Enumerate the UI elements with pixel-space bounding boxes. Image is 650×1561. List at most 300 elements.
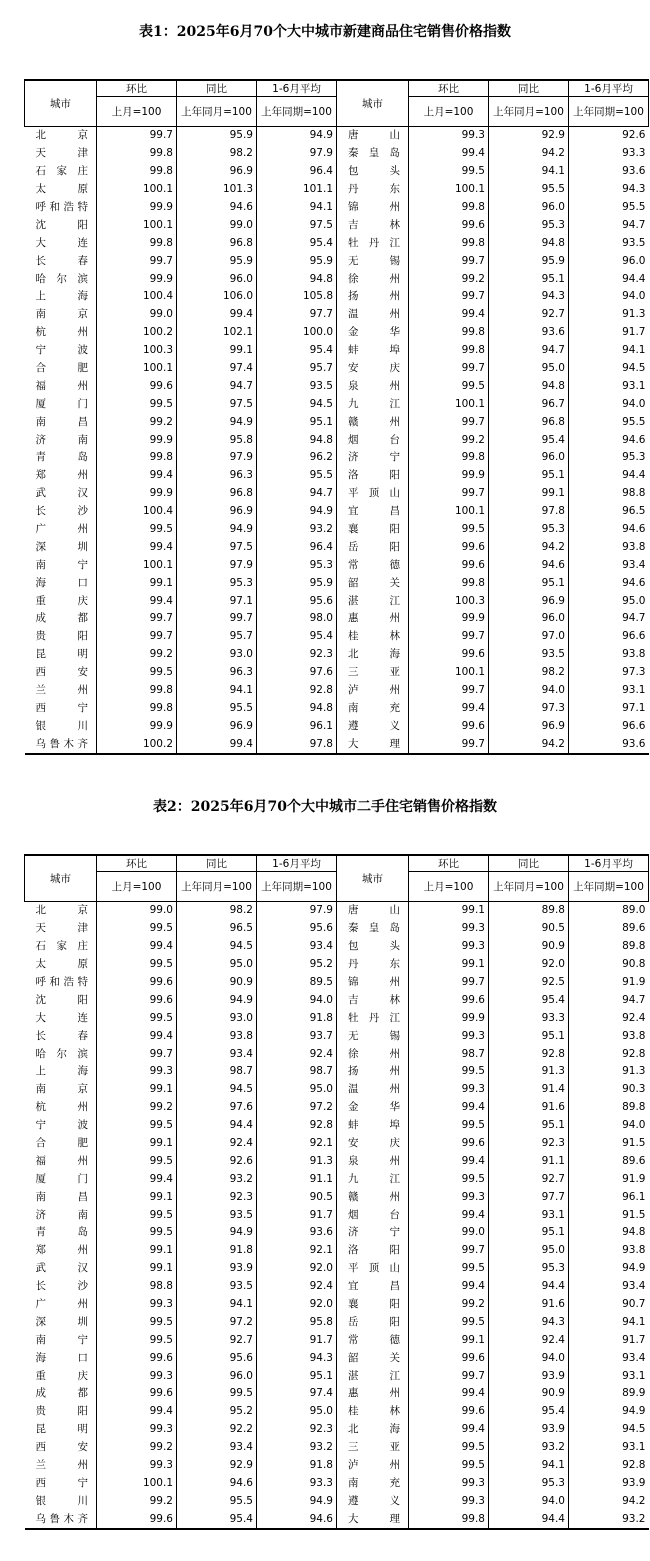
city-name: 呼和浩特 <box>25 974 97 992</box>
city-name: 长沙 <box>25 1278 97 1296</box>
yoy-value: 99.4 <box>177 735 257 754</box>
city-name: 北京 <box>25 902 97 920</box>
mom-value: 99.4 <box>409 306 489 324</box>
mom-value: 99.4 <box>97 1170 177 1188</box>
mom-value: 99.5 <box>97 1152 177 1170</box>
mom-value: 99.7 <box>409 974 489 992</box>
city-name: 济南 <box>25 1206 97 1224</box>
avg-value: 94.9 <box>622 1262 646 1275</box>
yoy-value: 95.0 <box>489 360 569 378</box>
avg-value: 97.7 <box>309 308 333 321</box>
city-name: 宜昌 <box>337 503 409 521</box>
avg-value: 97.2 <box>309 1101 333 1114</box>
yoy-base-header: 上年同月=100 <box>489 97 569 127</box>
yoy-value: 94.0 <box>489 682 569 700</box>
mom-value: 99.5 <box>409 1457 489 1475</box>
avg-value: 93.4 <box>622 1351 646 1364</box>
table-row <box>25 485 649 503</box>
mom-value: 99.8 <box>409 574 489 592</box>
table-row <box>25 199 649 217</box>
city-name: 岳阳 <box>337 538 409 556</box>
city-name: 上海 <box>25 1063 97 1081</box>
mom-value: 100.2 <box>97 735 177 754</box>
mom-header: 环比 <box>409 855 489 872</box>
city-name: 长春 <box>25 1027 97 1045</box>
avg-value: 95.8 <box>309 1315 333 1328</box>
yoy-value: 91.4 <box>489 1081 569 1099</box>
mom-value: 99.3 <box>97 1367 177 1385</box>
yoy-value: 93.5 <box>489 646 569 664</box>
city-name: 唐山 <box>337 902 409 920</box>
city-name: 哈尔滨 <box>25 1045 97 1063</box>
yoy-value: 94.3 <box>489 288 569 306</box>
table-row <box>25 1313 649 1331</box>
city-name: 济南 <box>25 431 97 449</box>
avg-value: 98.7 <box>309 1065 333 1078</box>
yoy-value: 94.8 <box>489 377 569 395</box>
table2 <box>24 854 649 1530</box>
yoy-value: 95.0 <box>489 1242 569 1260</box>
mom-value: 99.7 <box>97 252 177 270</box>
city-name: 锦州 <box>337 199 409 217</box>
city-name: 乌鲁木齐 <box>25 1510 97 1529</box>
yoy-header: 同比 <box>489 80 569 97</box>
table-row <box>25 413 649 431</box>
avg-value: 93.1 <box>622 1441 646 1454</box>
mom-value: 99.6 <box>409 556 489 574</box>
yoy-value: 94.7 <box>177 377 257 395</box>
yoy-value: 94.1 <box>177 1296 257 1314</box>
avg-value: 95.3 <box>622 451 646 464</box>
yoy-header: 同比 <box>177 80 257 97</box>
table1 <box>24 79 649 755</box>
city-name: 重庆 <box>25 1367 97 1385</box>
avg-value: 91.9 <box>622 1172 646 1185</box>
avg-value: 95.6 <box>309 922 333 935</box>
yoy-value: 95.1 <box>489 1027 569 1045</box>
yoy-value: 91.6 <box>489 1099 569 1117</box>
city-header: 城市 <box>337 80 409 127</box>
city-name: 宁波 <box>25 1117 97 1135</box>
city-name: 沈阳 <box>25 991 97 1009</box>
city-name: 北海 <box>337 1421 409 1439</box>
city-name: 大理 <box>337 1510 409 1529</box>
mom-value: 99.3 <box>409 920 489 938</box>
avg-value: 97.6 <box>309 666 333 679</box>
yoy-value: 96.5 <box>177 920 257 938</box>
mom-value: 98.7 <box>409 1045 489 1063</box>
yoy-value: 94.7 <box>489 342 569 360</box>
city-name: 安庆 <box>337 1135 409 1153</box>
avg-value: 96.4 <box>309 540 333 553</box>
mom-value: 99.6 <box>409 538 489 556</box>
mom-value: 99.5 <box>409 1260 489 1278</box>
yoy-value: 92.9 <box>489 127 569 145</box>
avg-value: 93.1 <box>622 1369 646 1382</box>
avg-value: 93.8 <box>622 648 646 661</box>
table-row <box>25 395 649 413</box>
yoy-value: 90.9 <box>177 974 257 992</box>
mom-value: 99.9 <box>409 1009 489 1027</box>
avg-value: 92.4 <box>309 1280 333 1293</box>
city-name: 南充 <box>337 700 409 718</box>
city-name: 泸州 <box>337 1457 409 1475</box>
yoy-value: 97.7 <box>489 1188 569 1206</box>
mom-value: 99.9 <box>97 199 177 217</box>
avg-value: 95.6 <box>309 594 333 607</box>
yoy-value: 94.4 <box>177 1117 257 1135</box>
mom-header: 环比 <box>409 80 489 97</box>
mom-value: 99.7 <box>409 682 489 700</box>
yoy-value: 94.4 <box>489 1510 569 1529</box>
avg-value: 95.1 <box>309 1369 333 1382</box>
yoy-value: 95.0 <box>177 956 257 974</box>
avg-value: 91.7 <box>622 1333 646 1346</box>
table-row <box>25 574 649 592</box>
yoy-value: 95.9 <box>489 252 569 270</box>
table-row <box>25 664 649 682</box>
mom-value: 99.1 <box>409 1331 489 1349</box>
mom-value: 99.5 <box>97 956 177 974</box>
table-row <box>25 252 649 270</box>
table-row <box>25 1331 649 1349</box>
mom-value: 99.7 <box>409 1367 489 1385</box>
avg-value: 93.1 <box>622 684 646 697</box>
avg-value: 93.8 <box>622 1244 646 1257</box>
table-row <box>25 1009 649 1027</box>
city-name: 扬州 <box>337 288 409 306</box>
city-name: 丹东 <box>337 956 409 974</box>
mom-value: 99.8 <box>97 682 177 700</box>
city-name: 泉州 <box>337 377 409 395</box>
city-name: 桂林 <box>337 628 409 646</box>
city-name: 包头 <box>337 163 409 181</box>
city-name: 平顶山 <box>337 485 409 503</box>
yoy-value: 94.6 <box>177 1475 257 1493</box>
yoy-value: 93.8 <box>177 1027 257 1045</box>
table-row <box>25 1475 649 1493</box>
mom-value: 99.6 <box>409 1135 489 1153</box>
avg-value: 96.6 <box>622 719 646 732</box>
avg-value: 94.9 <box>309 1494 333 1507</box>
city-name: 无锡 <box>337 252 409 270</box>
city-name: 惠州 <box>337 1385 409 1403</box>
yoy-value: 97.8 <box>489 503 569 521</box>
avg-value: 97.4 <box>309 1387 333 1400</box>
mom-value: 100.1 <box>97 556 177 574</box>
avg-value: 95.0 <box>309 1405 333 1418</box>
city-name: 蚌埠 <box>337 1117 409 1135</box>
avg-value: 94.1 <box>622 344 646 357</box>
city-name: 吉林 <box>337 991 409 1009</box>
mom-value: 99.8 <box>97 163 177 181</box>
avg-value: 93.2 <box>309 1441 333 1454</box>
city-name: 蚌埠 <box>337 342 409 360</box>
avg-value: 92.8 <box>622 1459 646 1472</box>
avg-value: 91.7 <box>309 1333 333 1346</box>
table-row <box>25 735 649 754</box>
mom-value: 99.4 <box>409 1278 489 1296</box>
mom-value: 99.7 <box>97 610 177 628</box>
city-name: 湛江 <box>337 592 409 610</box>
mom-value: 99.2 <box>97 646 177 664</box>
table-row <box>25 127 649 145</box>
avg-value: 95.0 <box>622 594 646 607</box>
yoy-value: 96.8 <box>177 234 257 252</box>
table-row <box>25 306 649 324</box>
mom-value: 99.3 <box>409 1188 489 1206</box>
city-name: 合肥 <box>25 360 97 378</box>
city-name: 合肥 <box>25 1135 97 1153</box>
city-name: 徐州 <box>337 270 409 288</box>
mom-value: 99.4 <box>409 1206 489 1224</box>
city-name: 吉林 <box>337 216 409 234</box>
yoy-value: 99.4 <box>177 306 257 324</box>
city-name: 南充 <box>337 1475 409 1493</box>
avg-value: 95.0 <box>309 1083 333 1096</box>
yoy-value: 96.0 <box>177 1367 257 1385</box>
yoy-value: 98.7 <box>177 1063 257 1081</box>
table-row <box>25 1367 649 1385</box>
table-row <box>25 1099 649 1117</box>
yoy-value: 97.9 <box>177 556 257 574</box>
yoy-value: 94.2 <box>489 145 569 163</box>
mom-value: 99.7 <box>409 485 489 503</box>
city-name: 洛阳 <box>337 1242 409 1260</box>
table-row <box>25 1278 649 1296</box>
mom-value: 99.5 <box>97 1206 177 1224</box>
table-row <box>25 717 649 735</box>
avg-value: 92.8 <box>309 684 333 697</box>
city-name: 徐州 <box>337 1045 409 1063</box>
yoy-value: 91.6 <box>489 1296 569 1314</box>
yoy-value: 93.5 <box>177 1278 257 1296</box>
yoy-value: 99.1 <box>489 485 569 503</box>
mom-value: 100.1 <box>409 503 489 521</box>
city-name: 惠州 <box>337 610 409 628</box>
yoy-value: 95.1 <box>489 270 569 288</box>
avg-value: 94.2 <box>622 1494 646 1507</box>
table-row <box>25 1170 649 1188</box>
avg-value: 92.1 <box>309 1137 333 1150</box>
mom-value: 99.5 <box>97 1224 177 1242</box>
avg-value: 93.8 <box>622 1029 646 1042</box>
city-name: 平顶山 <box>337 1260 409 1278</box>
city-name: 上海 <box>25 288 97 306</box>
city-name: 牡丹江 <box>337 1009 409 1027</box>
city-name: 唐山 <box>337 127 409 145</box>
mom-value: 99.1 <box>97 1188 177 1206</box>
mom-value: 99.6 <box>409 646 489 664</box>
city-name: 岳阳 <box>337 1313 409 1331</box>
avg-value: 97.9 <box>257 902 337 920</box>
city-name: 洛阳 <box>337 467 409 485</box>
city-name: 厦门 <box>25 1170 97 1188</box>
city-name: 南昌 <box>25 413 97 431</box>
yoy-value: 95.3 <box>489 216 569 234</box>
yoy-value: 99.5 <box>177 1385 257 1403</box>
mom-value: 99.1 <box>97 1081 177 1099</box>
avg-value: 101.1 <box>302 183 333 196</box>
table-row <box>25 1045 649 1063</box>
city-name: 海口 <box>25 1349 97 1367</box>
mom-value: 99.4 <box>409 145 489 163</box>
mom-value: 99.9 <box>97 717 177 735</box>
table-row <box>25 181 649 199</box>
mom-value: 99.1 <box>97 1260 177 1278</box>
mom-value: 99.5 <box>409 1063 489 1081</box>
table-row <box>25 938 649 956</box>
mom-value: 99.4 <box>97 1403 177 1421</box>
city-name: 无锡 <box>337 1027 409 1045</box>
mom-value: 99.0 <box>97 306 177 324</box>
mom-header: 环比 <box>97 80 177 97</box>
avg-value: 95.7 <box>309 362 333 375</box>
avg-value: 92.3 <box>309 648 333 661</box>
mom-value: 99.3 <box>409 1081 489 1099</box>
avg-value: 95.2 <box>309 958 333 971</box>
table-row <box>25 377 649 395</box>
yoy-value: 91.1 <box>489 1152 569 1170</box>
avg-value: 93.4 <box>309 940 333 953</box>
avg-value: 94.1 <box>309 201 333 213</box>
mom-value: 99.3 <box>97 1296 177 1314</box>
yoy-value: 93.0 <box>177 1009 257 1027</box>
yoy-value: 93.0 <box>177 646 257 664</box>
yoy-value: 96.8 <box>177 485 257 503</box>
mom-value: 99.3 <box>409 1027 489 1045</box>
city-name: 牡丹江 <box>337 234 409 252</box>
city-name: 南京 <box>25 1081 97 1099</box>
mom-value: 99.8 <box>409 342 489 360</box>
mom-base-header: 上月=100 <box>97 97 177 127</box>
mom-value: 99.8 <box>97 700 177 718</box>
city-name: 南昌 <box>25 1188 97 1206</box>
mom-value: 99.3 <box>409 127 489 145</box>
avg-value: 93.4 <box>622 558 646 571</box>
avg-value: 90.7 <box>622 1298 646 1311</box>
yoy-base-header: 上年同月=100 <box>489 872 569 902</box>
mom-value: 99.5 <box>409 1170 489 1188</box>
table-row <box>25 1510 649 1529</box>
avg-value: 96.4 <box>309 165 333 178</box>
yoy-value: 93.3 <box>489 1009 569 1027</box>
avg-header: 1-6月平均 <box>257 855 337 872</box>
mom-value: 99.1 <box>97 574 177 592</box>
city-name: 遵义 <box>337 1492 409 1510</box>
mom-value: 99.3 <box>97 1457 177 1475</box>
mom-value: 99.6 <box>97 1385 177 1403</box>
avg-value: 95.9 <box>309 576 333 589</box>
yoy-value: 95.4 <box>489 1403 569 1421</box>
mom-value: 99.2 <box>97 1439 177 1457</box>
mom-value: 99.8 <box>409 199 489 217</box>
avg-base-header: 上年同期=100 <box>257 97 337 127</box>
yoy-header: 同比 <box>489 855 569 872</box>
city-name: 郑州 <box>25 1242 97 1260</box>
avg-value: 98.0 <box>309 612 333 625</box>
city-name: 金华 <box>337 1099 409 1117</box>
avg-value: 95.5 <box>309 469 333 482</box>
mom-value: 99.4 <box>97 467 177 485</box>
avg-base-header: 上年同期=100 <box>569 872 649 902</box>
avg-value: 94.6 <box>622 523 646 536</box>
mom-value: 99.3 <box>409 938 489 956</box>
avg-value: 93.3 <box>622 147 646 160</box>
city-name: 天津 <box>25 145 97 163</box>
city-name: 兰州 <box>25 682 97 700</box>
city-name: 沈阳 <box>25 216 97 234</box>
mom-value: 99.5 <box>409 1439 489 1457</box>
table-row <box>25 592 649 610</box>
city-name: 桂林 <box>337 1403 409 1421</box>
avg-value: 94.7 <box>622 612 646 625</box>
yoy-value: 97.0 <box>489 628 569 646</box>
city-name: 西安 <box>25 1439 97 1457</box>
table-row <box>25 342 649 360</box>
mom-value: 99.5 <box>409 377 489 395</box>
city-name: 九江 <box>337 395 409 413</box>
avg-value: 89.9 <box>622 1387 646 1400</box>
city-name: 泉州 <box>337 1152 409 1170</box>
avg-value: 95.5 <box>622 201 646 213</box>
city-name: 杭州 <box>25 1099 97 1117</box>
table-row <box>25 1457 649 1475</box>
city-name: 郑州 <box>25 467 97 485</box>
avg-value: 92.0 <box>309 1262 333 1275</box>
city-name: 乌鲁木齐 <box>25 735 97 754</box>
yoy-value: 90.9 <box>489 938 569 956</box>
yoy-value: 94.5 <box>177 938 257 956</box>
avg-value: 94.7 <box>309 487 333 500</box>
yoy-value: 97.5 <box>177 395 257 413</box>
yoy-value: 95.8 <box>177 431 257 449</box>
mom-value: 99.7 <box>409 252 489 270</box>
mom-value: 99.2 <box>409 431 489 449</box>
yoy-value: 95.6 <box>177 1349 257 1367</box>
yoy-value: 95.7 <box>177 628 257 646</box>
yoy-value: 96.9 <box>177 717 257 735</box>
yoy-value: 93.9 <box>489 1367 569 1385</box>
mom-value: 99.2 <box>409 270 489 288</box>
avg-value: 91.3 <box>622 1065 646 1078</box>
mom-value: 99.5 <box>409 1313 489 1331</box>
mom-value: 99.6 <box>409 216 489 234</box>
city-header: 城市 <box>337 855 409 902</box>
avg-value: 93.3 <box>309 1476 333 1489</box>
yoy-value: 93.2 <box>177 1170 257 1188</box>
yoy-value: 99.0 <box>177 216 257 234</box>
yoy-value: 95.5 <box>489 181 569 199</box>
table-row <box>25 1421 649 1439</box>
city-name: 深圳 <box>25 538 97 556</box>
avg-header: 1-6月平均 <box>569 855 649 872</box>
mom-value: 99.0 <box>97 902 177 920</box>
avg-value: 105.8 <box>302 290 333 303</box>
city-name: 银川 <box>25 1492 97 1510</box>
mom-value: 99.7 <box>409 360 489 378</box>
mom-value: 99.6 <box>97 377 177 395</box>
mom-value: 99.9 <box>97 485 177 503</box>
city-name: 武汉 <box>25 1260 97 1278</box>
city-name: 温州 <box>337 1081 409 1099</box>
table2-body <box>25 902 649 1530</box>
mom-value: 100.1 <box>97 216 177 234</box>
table-row <box>25 145 649 163</box>
city-name: 湛江 <box>337 1367 409 1385</box>
avg-value: 96.2 <box>309 451 333 464</box>
yoy-value: 101.3 <box>177 181 257 199</box>
